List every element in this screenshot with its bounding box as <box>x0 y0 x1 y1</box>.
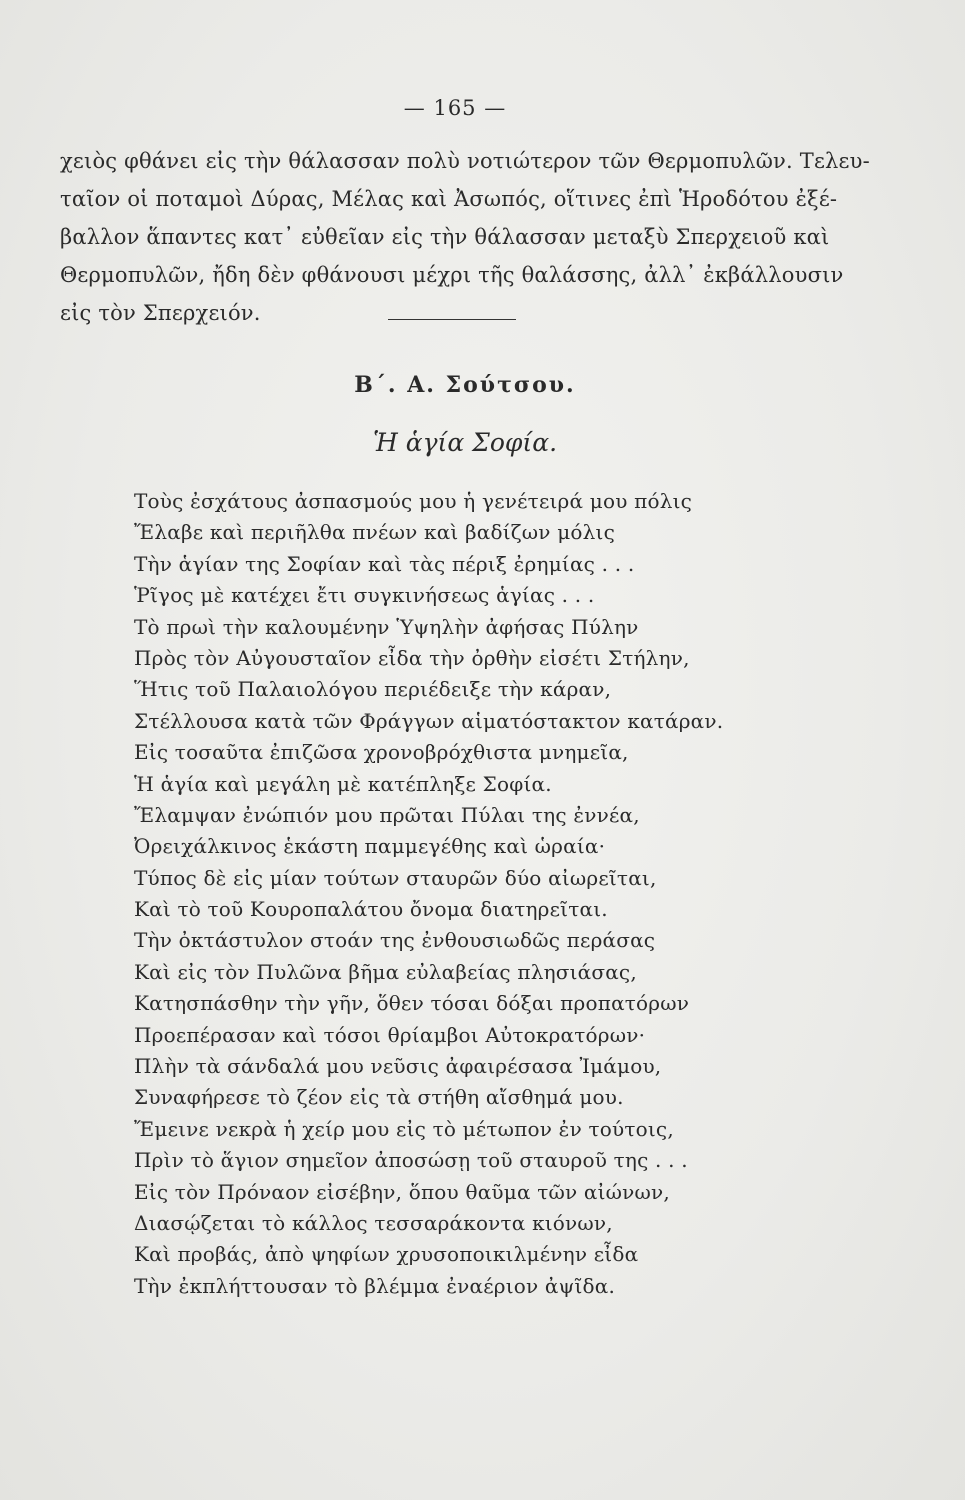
poem-line: Εἰς τὸν Πρόναον εἰσέβην, ὅπου θαῦμα τῶν αἰώνων, <box>134 1179 670 1204</box>
poem-line: Τὴν ἁγίαν της Σοφίαν καὶ τὰς πέριξ ἐρημίας . . . <box>134 551 635 576</box>
poem-line: Διασῴζεται τὸ κάλλος τεσσαράκοντα κιόνων, <box>134 1210 613 1235</box>
poem-line: Πρὸς τὸν Αὐγουσταῖον εἶδα τὴν ὀρθὴν εἰσέτι Στήλην, <box>134 645 690 670</box>
text-line: εἰς τὸν Σπερχειόν. <box>60 301 261 325</box>
poem-line: Στέλλουσα κατὰ τῶν Φράγγων αἱματόστακτον κατάραν. <box>134 708 724 733</box>
poem-line: Ἥτις τοῦ Παλαιολόγου περιέδειξε τὴν κάραν, <box>134 677 612 702</box>
poem-line: Καὶ τὸ τοῦ Κουροπαλάτου ὄνομα διατηρεῖται. <box>134 897 608 922</box>
text-line: βαλλον ἅπαντες κατ᾽ εὐθεῖαν εἰς τὴν θάλασσαν μεταξὺ Σπερχειοῦ καὶ <box>60 225 830 249</box>
poem-line: Καὶ προβάς, ἀπὸ ψηφίων χρυσοποικιλμένην εἶδα <box>134 1242 639 1267</box>
author-heading: Β΄. Α. Σούτσου. <box>354 372 576 398</box>
poem-line: Τὴν ἐκπλήττουσαν τὸ βλέμμα ἐναέριον ἀψῖδα. <box>134 1273 616 1298</box>
poem-line: Ἔλαβε καὶ περιῆλθα πνέων καὶ βαδίζων μόλις <box>134 520 615 545</box>
poem-line: Ῥῖγος μὲ κατέχει ἔτι συγκινήσεως ἁγίας . . . <box>134 583 595 608</box>
poem-title: Ἡ ἁγία Σοφία. <box>372 428 558 457</box>
page-number: — 165 — <box>403 96 507 120</box>
poem-line: Ἡ ἁγία καὶ μεγάλη μὲ κατέπληξε Σοφία. <box>134 771 552 796</box>
poem-line: Τοὺς ἐσχάτους ἀσπασμούς μου ἡ γενέτειρά μου πόλις <box>134 489 693 513</box>
section-divider <box>388 319 516 320</box>
poem-line: Προεπέρασαν καὶ τόσοι θρίαμβοι Αὐτοκρατόρων· <box>134 1022 646 1047</box>
poem-line: Καὶ εἰς τὸν Πυλῶνα βῆμα εὐλαβείας πλησιάσας, <box>134 959 637 984</box>
text-line: χειὸς φθάνει εἰς τὴν θάλασσαν πολὺ νοτιώτερον τῶν Θερμοπυλῶν. Τελευ- <box>60 149 870 173</box>
poem-line: Ἔμεινε νεκρὰ ἡ χείρ μου εἰς τὸ μέτωπον ἐν τούτοις, <box>134 1116 674 1141</box>
poem-line: Εἰς τοσαῦτα ἐπιζῶσα χρονοβρόχθιστα μνημεῖα, <box>134 740 629 765</box>
poem-body <box>134 486 834 1302</box>
text-line: ταῖον οἱ ποταμοὶ Δύρας, Μέλας καὶ Ἀσωπός, οἵτινες ἐπὶ Ἡροδότου ἐξέ- <box>60 187 838 211</box>
poem-line: Τύπος δὲ εἰς μίαν τούτων σταυρῶν δύο αἰωρεῖται, <box>134 865 657 890</box>
poem-line: Ὀρειχάλκινος ἑκάστη παμμεγέθης καὶ ὡραία· <box>134 834 606 859</box>
text-line: Θερμοπυλῶν, ἤδη δὲν φθάνουσι μέχρι τῆς θαλάσσης, ἀλλ᾽ ἐκβάλλουσιν <box>60 263 844 287</box>
poem-line: Τὴν ὀκτάστυλον στοάν της ἐνθουσιωδῶς περάσας <box>134 928 656 953</box>
poem-line: Πρὶν τὸ ἅγιον σημεῖον ἀποσώσῃ τοῦ σταυροῦ της . . . <box>134 1148 688 1173</box>
poem-line: Συναφήρεσε τὸ ζέον εἰς τὰ στήθη αἴσθημά μου. <box>134 1085 624 1110</box>
poem-line: Πλὴν τὰ σάνδαλά μου νεῦσις ἀφαιρέσασα Ἰμάμου, <box>134 1054 662 1079</box>
poem-line: Ἔλαμψαν ἐνώπιόν μου πρῶται Πύλαι της ἐννέα, <box>134 802 640 827</box>
poem-line: Τὸ πρωὶ τὴν καλουμένην Ὑψηλὴν ἀφήσας Πύλην <box>134 614 639 639</box>
poem-line: Κατησπάσθην τὴν γῆν, ὅθεν τόσαι δόξαι προπατόρων <box>134 991 690 1016</box>
prose-paragraph <box>60 142 870 332</box>
